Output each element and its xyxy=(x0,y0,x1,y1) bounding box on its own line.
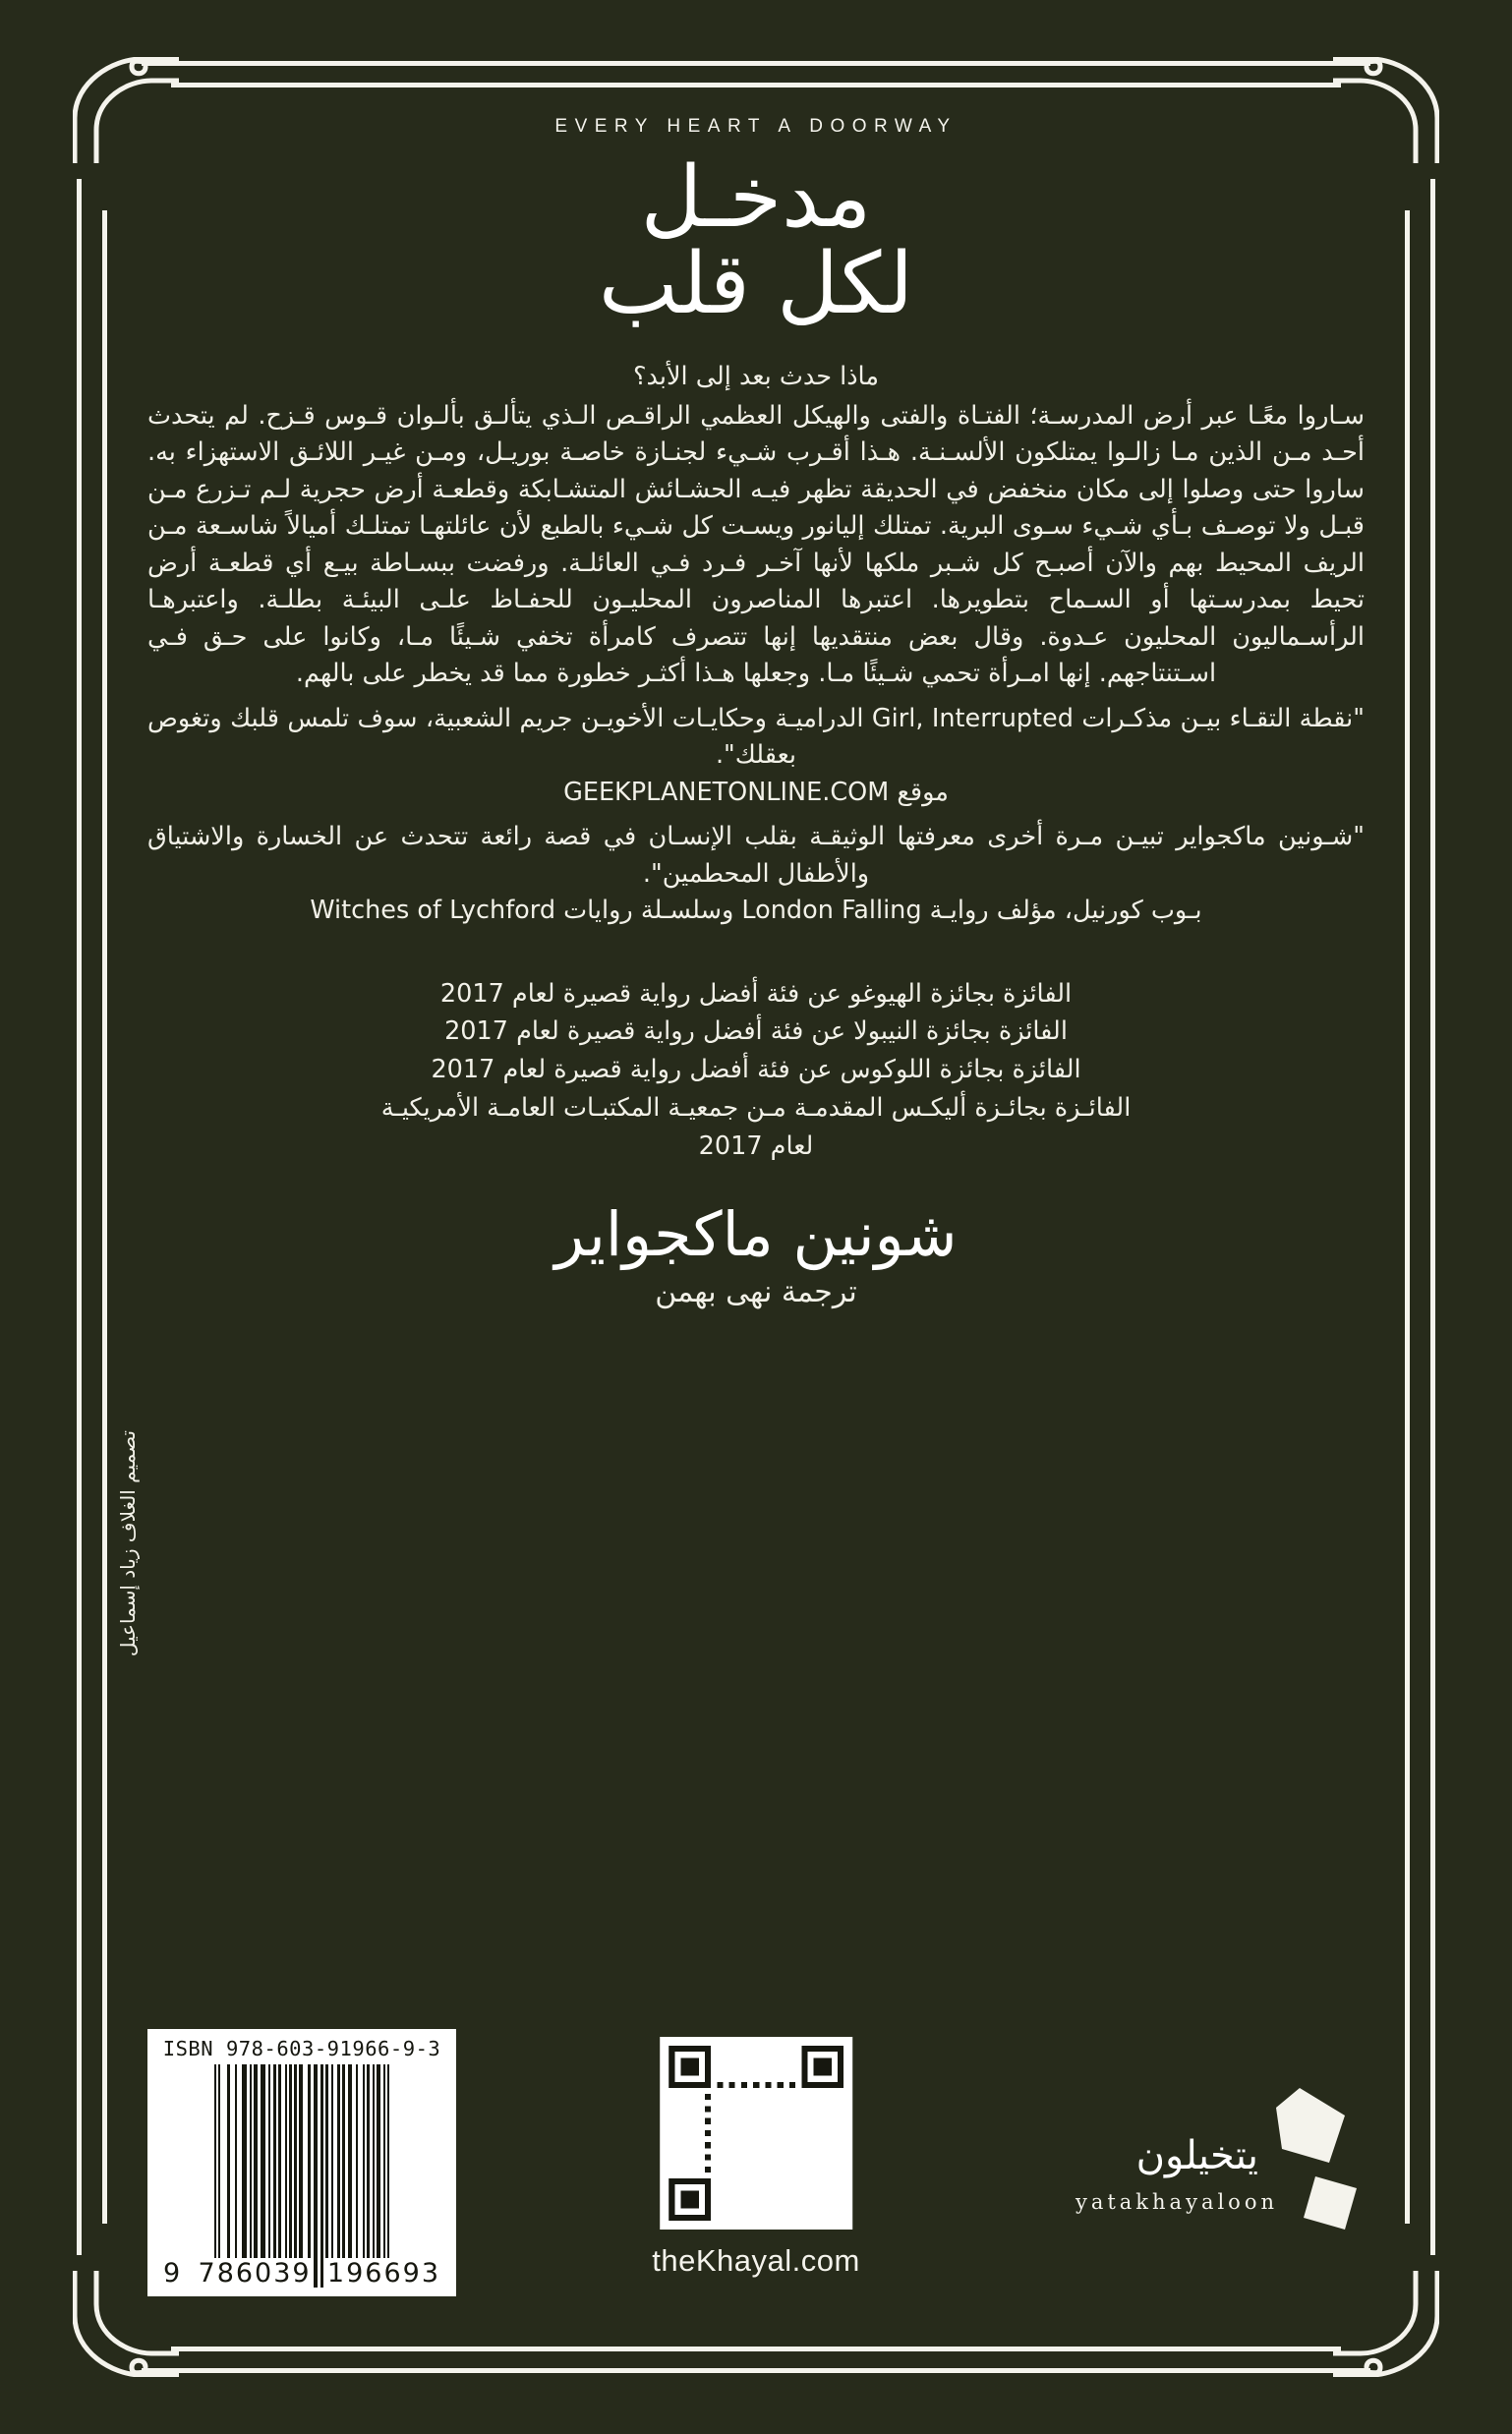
publisher-name-latin: yatakhayaloon xyxy=(1075,2190,1278,2214)
frame-rule-bottom-inner xyxy=(171,2347,1341,2351)
review-source-2-part-a: بـوب كورنيل، مؤلف روايـة xyxy=(929,896,1202,926)
swirl-bottom-left xyxy=(112,2347,155,2391)
review-quote-2: "شـونين ماكجواير تبيـن مـرة أخرى معرفتها الوثيقـة بقلب الإنسـان في قصة رائعة تتحدث عن الخسارة والاشتياق والأطفال المحطمين". xyxy=(147,822,1365,889)
award-item: الفائزة بجائزة الهيوغو عن فئة أفضل رواية قصيرة لعام 2017 xyxy=(439,978,1073,1009)
publisher-mark-icon xyxy=(1243,2086,1361,2247)
translator-credit: ترجمة نهى بهمن xyxy=(655,1275,857,1310)
awards-list xyxy=(147,975,1365,1166)
bottom-strip xyxy=(147,1972,1365,2296)
review-source-2-part-e: Lychford xyxy=(449,896,556,926)
qr-code[interactable] xyxy=(660,2037,852,2230)
ean-left: 9 xyxy=(163,2258,183,2289)
review-source-1-name: GEEKPLANETONLINE.COM xyxy=(563,777,890,807)
swirl-top-right xyxy=(1357,43,1400,87)
swirl-bottom-right xyxy=(1357,2347,1400,2391)
award-item: الفائزة بجائزة النيبولا عن فئة أفضل رواية قصيرة لعام 2017 xyxy=(444,1016,1068,1047)
review-source-1-prefix: موقع xyxy=(897,777,949,807)
frame-rule-bottom-outer xyxy=(142,2368,1370,2373)
review-source-1 xyxy=(147,775,1365,811)
website-url[interactable]: theKhayal.com xyxy=(652,2243,860,2278)
award-item: الفائـزة بجائـزة أليكـس المقدمـة مـن جمعيـة المكتبـات العامـة الأمريكيـة xyxy=(380,1092,1132,1123)
author-name: شونين ماكجواير xyxy=(554,1198,958,1271)
award-item: الفائزة بجائزة اللوكوس عن فئة أفضل رواية قصيرة لعام 2017 xyxy=(431,1055,1081,1085)
publisher-name-arabic: يتخيلون xyxy=(1135,2133,1258,2178)
review-source-2-part-c: وسلسـلة روايات xyxy=(563,896,734,926)
cover-designer-credit: تصميم الغلاف زياد إسماعيل xyxy=(116,1430,140,1657)
award-item: لعام 2017 xyxy=(698,1130,814,1161)
swirl-top-left xyxy=(112,43,155,87)
frame-rule-left-outer xyxy=(77,179,82,2255)
review-quote-1: "نقطة التقـاء بيـن مذكـرات Girl, Interrupted الدراميـة وحكايـات الأخويـن جريم الشعبية، سوف تلمس قلبك وتغوص بعقلك". xyxy=(147,703,1365,771)
review-source-2-part-d: Witches of xyxy=(310,896,441,926)
original-title-eyebrow: EVERY HEART A DOORWAY xyxy=(554,116,958,137)
blurb-paragraph xyxy=(147,359,1365,692)
frame-rule-top-outer xyxy=(142,61,1370,66)
page-title xyxy=(147,148,1365,333)
review-source-2 xyxy=(147,893,1365,929)
ean-right: 196693 xyxy=(326,2258,440,2289)
isbn-barcode xyxy=(147,2029,456,2296)
publisher-logo xyxy=(1040,2084,1365,2261)
review-source-2-part-b: London Falling xyxy=(741,896,922,926)
frame-rule-right-inner xyxy=(1405,210,1410,2224)
frame-rule-right-outer xyxy=(1430,179,1435,2255)
title-line-1: مدخـل xyxy=(640,148,872,247)
blurb-lead: ماذا حدث بعد إلى الأبد؟ xyxy=(633,362,879,392)
frame-rule-left-inner xyxy=(102,210,107,2224)
isbn-text: ISBN 978-603-91966-9-3 xyxy=(162,2037,441,2060)
title-line-2: لكل قلب xyxy=(598,234,914,333)
blurb-body: سـاروا معًـا عبر أرض المدرسـة؛ الفتـاة والفتى والهيكل العظمي الراقـص الـذي يتألـق بألـوان قـوس قـزح. لم يتحدث أحـد مـن الذين مـا زالـوا يمتلكون الألسـنـة. هـذا أقـرب شـيء لجنـازة خاصـة بوريـل، ومـن غيـر اللائـق الاستهزاء به. ساروا حتى وصلوا إلى مكان منخفض في الحديقة تظهر فيـه الحشـائش المتشـابكة وقطعـة أرض حجرية لـم تـزرع مـن قبـل ولا توصـف بـأي شـيء سـوى البرية. تمتلك إليانور ويسـت كل شـيء بالطبع لأن عائلتهـا تمتلـك أميالاً شاسـعة مـن الريف المحيط بهم والآن أصبـح كل شـبر ملكها لأنها آخـر فـرد فـي العائلـة. ورفضت ببسـاطة بيـع أي قطعـة أرض تحيط بمدرسـتها أو السـماح بتطويرها. اعتبرها المناصرون المحليـون للحفـاظ علـى البيئـة بطلـة. واعتبرهـا الرأسـماليون المحليون عـدوة. وقال بعض منتقديها إنها تتصرف كامرأة تخفي شـيئًا مـا، وكانوا على حـق فـي اسـتنتاجهم. إنها امـرأة تحمي شـيئًا مـا. وجعلها هـذا أكثـر خطورة مما قد يخطر على بالهم. xyxy=(147,400,1365,689)
ean-mid: 786039 xyxy=(198,2258,312,2289)
frame-rule-top-inner xyxy=(171,83,1341,87)
barcode-bars xyxy=(159,2064,444,2289)
qr-section xyxy=(652,2037,860,2279)
